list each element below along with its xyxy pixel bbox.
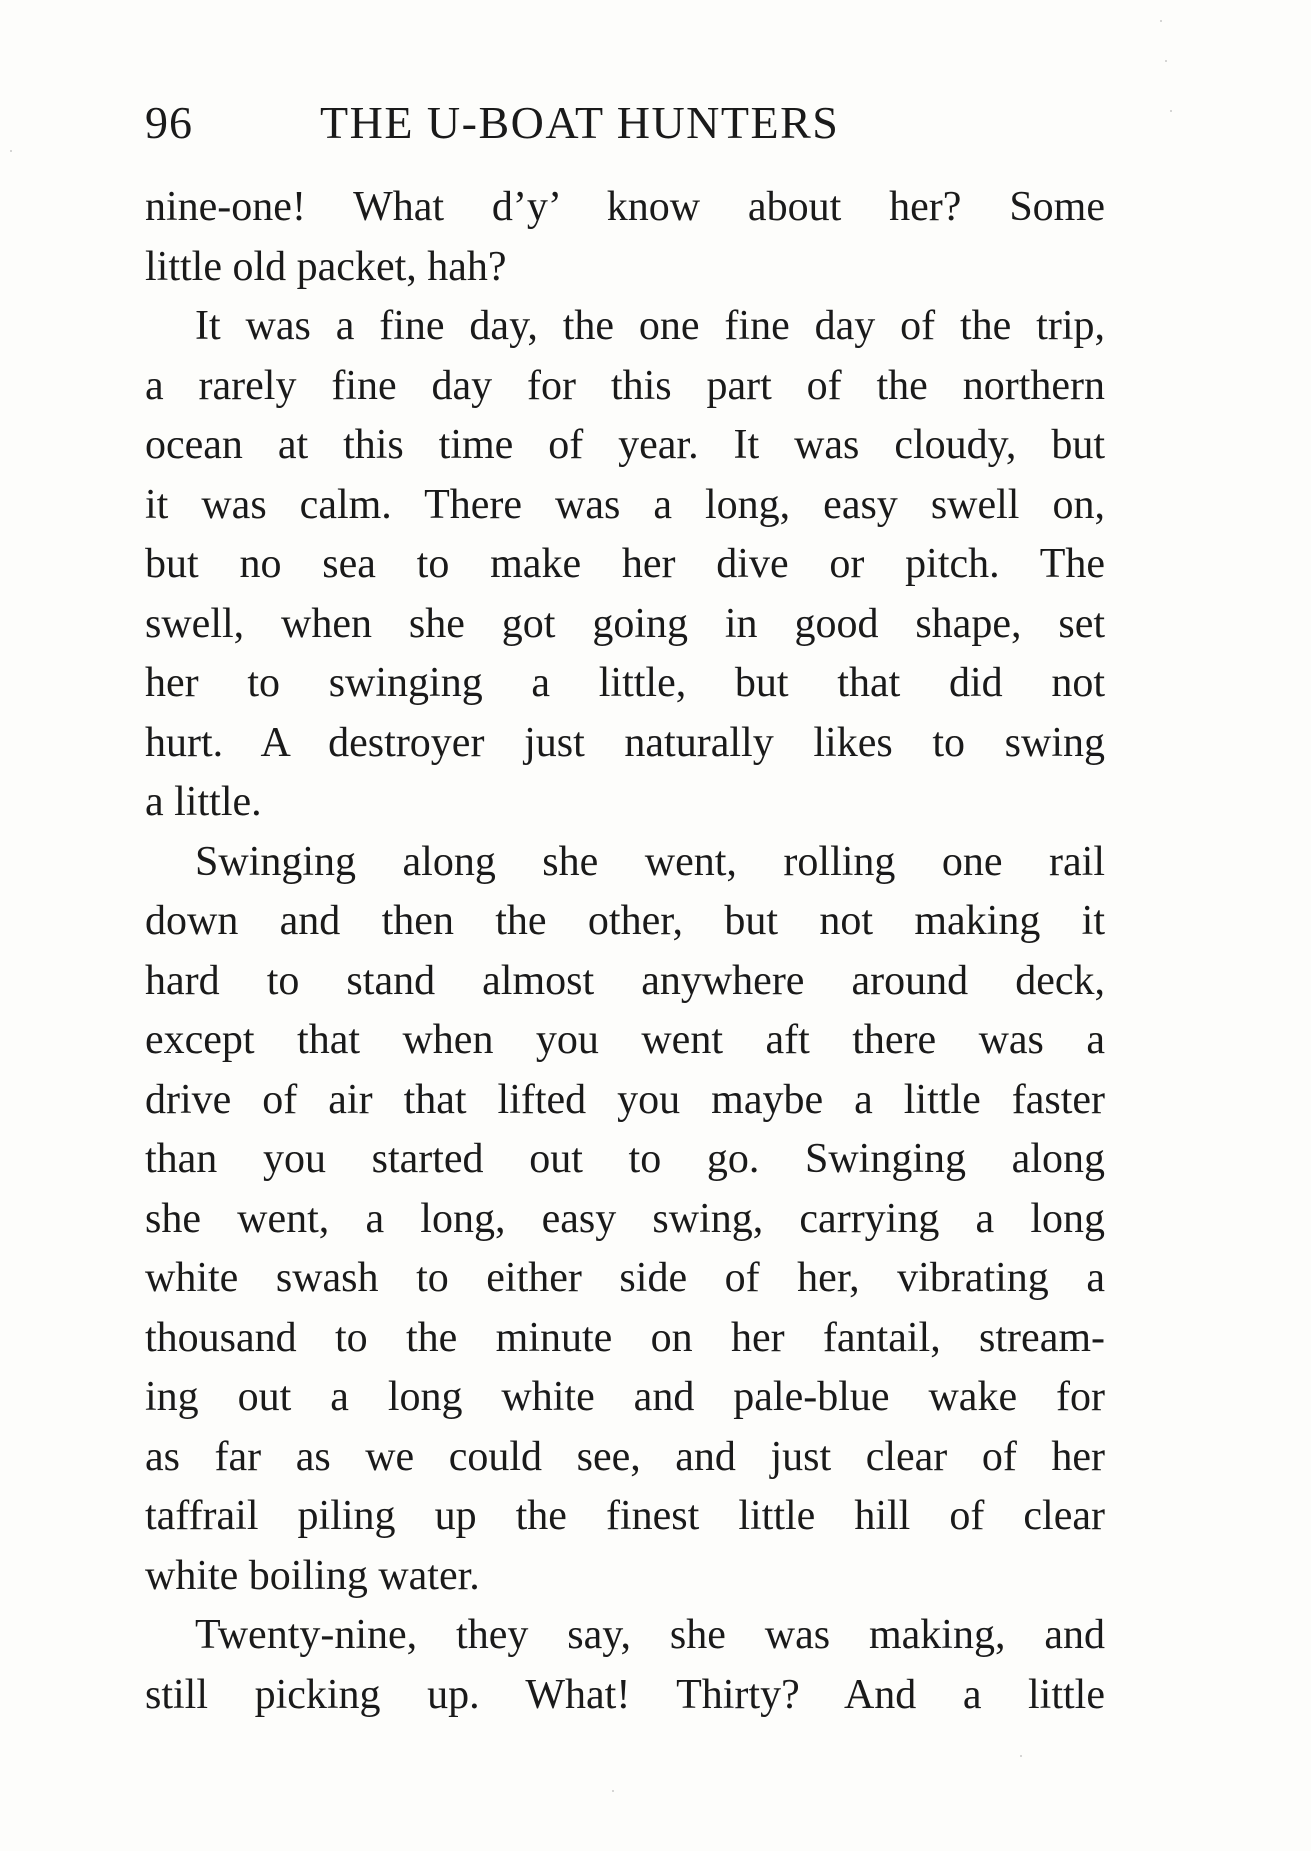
text-line: nine-one! What d’y’ know about her? Some: [145, 184, 1105, 230]
text-line: drive of air that lifted you maybe a little faster: [145, 1076, 1105, 1123]
text-line: taffrail piling up the finest little hill of clear: [145, 1493, 1105, 1539]
scan-speck: [1160, 20, 1162, 22]
text-line: Swinging along she went, rolling one rail: [195, 838, 1105, 885]
text-line: than you started out to go. Swinging along: [145, 1136, 1105, 1182]
text-line: Twenty-nine, they say, she was making, and: [195, 1612, 1105, 1658]
text-line: white swash to either side of her, vibrating a: [145, 1255, 1105, 1301]
text-line: ing out a long white and pale-blue wake for: [145, 1374, 1105, 1420]
text-line: hard to stand almost anywhere around deck,: [145, 957, 1105, 1004]
text-line: she went, a long, easy swing, carrying a long: [145, 1195, 1105, 1242]
text-line: It was a fine day, the one fine day of the trip,: [195, 303, 1105, 349]
scan-speck: [612, 1790, 614, 1792]
body-text: [145, 178, 1105, 1725]
text-line: down and then the other, but not making it: [145, 898, 1105, 944]
text-line: white boiling water.: [145, 1552, 480, 1599]
paragraph-4: [145, 1606, 1105, 1725]
text-line: a little.: [145, 779, 262, 825]
scan-speck: [10, 150, 12, 152]
text-line: still picking up. What! Thirty? And a little: [145, 1671, 1105, 1718]
scan-speck: [1170, 110, 1172, 112]
text-line: hurt. A destroyer just naturally likes to swing: [145, 719, 1105, 766]
scan-speck: [1165, 60, 1167, 62]
text-line: but no sea to make her dive or pitch. The: [145, 541, 1105, 587]
scan-speck: [1020, 1755, 1022, 1757]
text-line: as far as we could see, and just clear of her: [145, 1433, 1105, 1480]
text-line: ocean at this time of year. It was cloudy, but: [145, 422, 1105, 468]
page-number: 96: [145, 97, 193, 148]
paragraph-2: [145, 297, 1105, 833]
text-line: a rarely fine day for this part of the northern: [145, 362, 1105, 409]
paragraph-3: [145, 833, 1105, 1607]
running-title: THE U-BOAT HUNTERS: [320, 97, 840, 148]
paragraph-1: [145, 178, 1105, 297]
text-line: thousand to the minute on her fantail, stream-: [145, 1314, 1105, 1361]
text-line: it was calm. There was a long, easy swell on,: [145, 481, 1105, 528]
text-line: except that when you went aft there was a: [145, 1017, 1105, 1063]
running-header: [145, 88, 935, 158]
text-line: her to swinging a little, but that did not: [145, 660, 1105, 706]
text-line: little old packet, hah?: [145, 243, 507, 290]
text-line: swell, when she got going in good shape, set: [145, 600, 1105, 647]
